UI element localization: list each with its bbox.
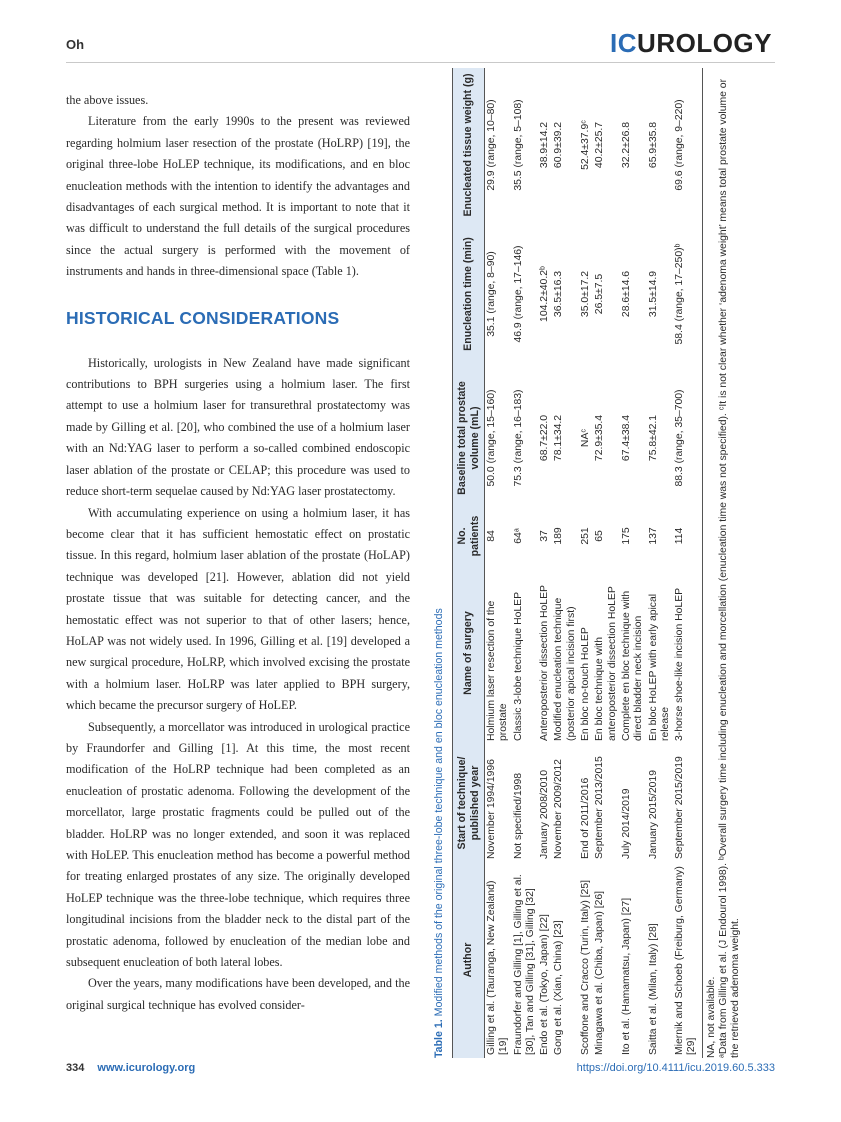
table-row	[485, 68, 512, 1058]
cell-start: November 1994/1996	[486, 759, 497, 859]
col-volume: Baseline total prostate volume (mL)	[453, 366, 485, 510]
page-number: 334	[66, 1062, 85, 1074]
cell-surgery: En bloc no-touch HoLEP	[580, 627, 592, 741]
cell-author: Endo et al. (Tokyo, Japan) [22]	[539, 914, 551, 1055]
paragraph-6: Over the years, many modifications have been developed, and the original surgical technique has evolved consider-	[66, 976, 410, 1012]
cell-author: Minagawa et al. (Chiba, Japan) [26]	[594, 890, 606, 1055]
cell-time: 104.2±40.2ᵇ	[539, 266, 551, 322]
cell-start: January 2015/2019	[647, 770, 659, 859]
running-author: Oh	[66, 37, 85, 52]
body-column	[66, 90, 410, 1016]
cell-patients: 64ᵃ	[512, 528, 524, 544]
cell-time: 35.0±17.2	[580, 270, 592, 318]
cell-start: July 2014/2019	[620, 788, 632, 859]
table-1	[432, 68, 776, 1058]
cell-time: 58.4 (range, 17–250)ᵇ	[673, 222, 702, 366]
cell-surgery: Anteroposterior dissection HoLEP	[539, 585, 551, 741]
cell-weight: 32.2±26.8	[620, 121, 632, 169]
cell-volume: 88.3 (range, 35–700)	[673, 366, 702, 510]
table-row	[579, 68, 593, 1058]
cell-volume: 68.7±22.0	[539, 414, 551, 462]
cell-volume: NAᶜ	[580, 428, 592, 448]
cell-volume: 50.0 (range, 15–160)	[486, 389, 497, 487]
cell-weight: 60.9±39.2	[553, 121, 565, 169]
cell-weight: 38.9±14.2	[539, 121, 551, 169]
cell-author: Saitta et al. (Milan, Italy) [28]	[647, 923, 659, 1055]
table-caption-label: Table 1.	[433, 1019, 445, 1058]
cell-volume: 75.3 (range, 16–183)	[512, 389, 524, 487]
cell-surgery: En bloc technique with anteroposterior dissection HoLEP	[594, 586, 618, 741]
cell-patients: 84	[486, 530, 497, 542]
cell-time: 35.1 (range, 8–90)	[486, 251, 497, 337]
col-weight: Enucleated tissue weight (g)	[453, 68, 485, 222]
cell-volume: 67.4±38.4	[620, 414, 632, 462]
cell-author: Miernik and Schoeb (Freiburg, Germany) [29]	[673, 862, 702, 1058]
paragraph-1: the above issues.	[66, 93, 149, 107]
cell-weight: 65.9±35.8	[647, 121, 659, 169]
paragraph-4: With accumulating experience on using a holmium laser, it has become clear that it has sufficient hemostatic effect on prostatic tissue. In this regard, holmium laser ablation of the prostate (HoLAP) technique was developed [21]. However, ablation did not yield prostate tissue that was suitable for detecting cancer, and the hemostatic effect was not superior to that of other lasers; hence, HoLAP was not widely used. In 1996, Gilling et al. [19] developed a new surgical procedure, HoLRP, which involved excising the prostate with a holmium laser. HoLRP was later applied to BPH surgery, which became the precursor surgery of HoLEP.	[66, 505, 410, 713]
cell-author: Fraundorfer and Gilling [1], Gilling et al. [30], Tan and Gilling [31], Gilling [32]	[512, 874, 536, 1055]
cell-surgery: Holmium laser resection of the prostate	[486, 600, 510, 741]
cell-time: 28.6±14.6	[620, 270, 632, 318]
page-footer	[66, 1062, 775, 1074]
cell-patients: 189	[553, 527, 565, 545]
section-heading: HISTORICAL CONSIDERATIONS	[66, 307, 340, 328]
cell-volume: 78.1±34.2	[553, 414, 565, 462]
cell-weight: 40.2±25.7	[594, 121, 606, 169]
table-note-footnotes: ᵃData from Gilling et al. (J Endourol 1998). ᵇOverall surgery time including enucleation and morcellation (enucleation time was not specified). ᶜIt is not clear whether ‘adenoma weight’ means total prostate volume or the retrieved adenoma weight.	[718, 78, 742, 1058]
cell-patients: 137	[647, 527, 659, 545]
cell-weight: 29.9 (range, 10–80)	[486, 99, 497, 191]
table-row	[673, 68, 702, 1058]
cell-author: Ito et al. (Hamamatsu, Japan) [27]	[620, 897, 632, 1055]
col-start: Start of technique/ published year	[453, 744, 485, 862]
cell-weight: 52.4±37.9ᶜ	[580, 120, 592, 170]
cell-patients: 251	[580, 527, 592, 545]
cell-volume: 72.9±35.4	[594, 414, 606, 462]
cell-start: Not specified/1998	[512, 772, 524, 859]
cell-surgery: Modified enucleation technique (posterior apical incision first)	[553, 597, 577, 741]
table-caption	[432, 68, 446, 1058]
table-note-na: NA, not available.	[705, 976, 717, 1058]
cell-time: 31.5±14.9	[647, 270, 659, 318]
cell-time: 26.5±7.5	[594, 273, 606, 315]
cell-surgery: En bloc HoLEP with early apical release	[647, 593, 671, 741]
table-caption-text: Modified methods of the original three-lobe technique and en bloc enucleation methods	[433, 608, 445, 1017]
methods-table	[452, 68, 703, 1058]
col-surgery: Name of surgery	[453, 562, 485, 744]
paragraph-5: Subsequently, a morcellator was introduced in urological practice by Fraundorfer and Gilling [1]. At this time, the most recent modification of the HoLRP technique had been completed as an enucleation of prostatic adenoma. Following the development of the morcellator, large prostatic fragments could be pulled out of the bladder. HoLRP was no longer extended, and soon it was replaced with HoLEP. This enucleation method has become a powerful method for treating enlarged prostates of any size. The originally developed HoLEP technique was the three-lobe technique, which requires three longitudinal incisions from the bladder neck to the distal part of the prostatic adenoma, followed by enucleation of the median lobe and subsequent enucleation of both lateral lobes.	[66, 719, 410, 970]
cell-weight: 35.5 (range, 5–108)	[512, 99, 524, 191]
cell-start: September 2013/2015	[594, 756, 606, 859]
table-header-row	[453, 68, 485, 1058]
cell-patients: 37	[539, 530, 551, 542]
table-row	[552, 68, 579, 1058]
cell-author: Gong et al. (Xian, China) [23]	[553, 920, 565, 1055]
cell-start: January 2008/2010	[539, 770, 551, 859]
cell-author: Scoffone and Cracco (Turin, Italy) [25]	[580, 880, 592, 1055]
table-row	[593, 68, 620, 1058]
cell-surgery: Classic 3-lobe technique HoLEP	[512, 591, 524, 741]
cell-time: 36.5±16.3	[553, 270, 565, 318]
site-link[interactable]: www.icurology.org	[97, 1062, 196, 1074]
cell-surgery: Complete en bloc technique with direct bladder neck incision	[620, 590, 645, 741]
cell-patients: 114	[673, 510, 702, 562]
journal-logo	[610, 28, 772, 59]
cell-patients: 175	[620, 527, 632, 545]
cell-patients: 65	[594, 530, 606, 542]
logo-ic: IC	[610, 28, 638, 58]
logo-urology: UROLOGY	[637, 28, 772, 58]
col-time: Enucleation time (min)	[453, 222, 485, 366]
cell-volume: 75.8±42.1	[647, 414, 659, 462]
cell-start: End of 2011/2016	[580, 777, 592, 859]
header-rule	[66, 62, 775, 63]
cell-start: November 2009/2012	[553, 759, 565, 859]
cell-surgery: 3-horse shoe-like incision HoLEP	[673, 562, 702, 744]
table-notes	[706, 68, 743, 1058]
table-row	[620, 68, 647, 1058]
table-row	[512, 68, 539, 1058]
col-author: Author	[453, 862, 485, 1058]
cell-start: September 2015/2019	[673, 744, 702, 862]
col-patients: No. patients	[453, 510, 485, 562]
paragraph-3: Historically, urologists in New Zealand have made significant contributions to BPH surgeries using a holmium laser. The first attempt to use a holmium laser for transurethral prostatectomy was made by Gilling et al. [20], who combined the use of a holmium laser with an Nd:YAG laser to perform a so-called combined endoscopic laser ablation of the prostate or CELAP; this procedure was used to reduce short-term sequelae caused by Nd:YAG laser prostatectomy.	[66, 355, 410, 499]
doi-link[interactable]: https://doi.org/10.4111/icu.2019.60.5.333	[576, 1062, 775, 1074]
table-row	[538, 68, 552, 1058]
paragraph-2: Literature from the early 1990s to the present was reviewed regarding holmium laser resection of the prostate (HoLRP) [19], the original three-lobe HoLEP technique, its modifications, and en bloc enucleation methods with the intention to identify the advantages and disadvantages of each surgical method. It is important to note that it was difficult to understand the full details of the surgical procedures since the actual surgery is performed with the movement of instruments and hands in three-dimensional space (Table 1).	[66, 114, 410, 279]
cell-weight: 69.6 (range, 9–220)	[673, 68, 702, 222]
table-row	[647, 68, 674, 1058]
cell-time: 46.9 (range, 17–146)	[512, 245, 524, 343]
cell-author: Gilling et al. (Tauranga, New Zealand) [19]	[486, 880, 510, 1055]
